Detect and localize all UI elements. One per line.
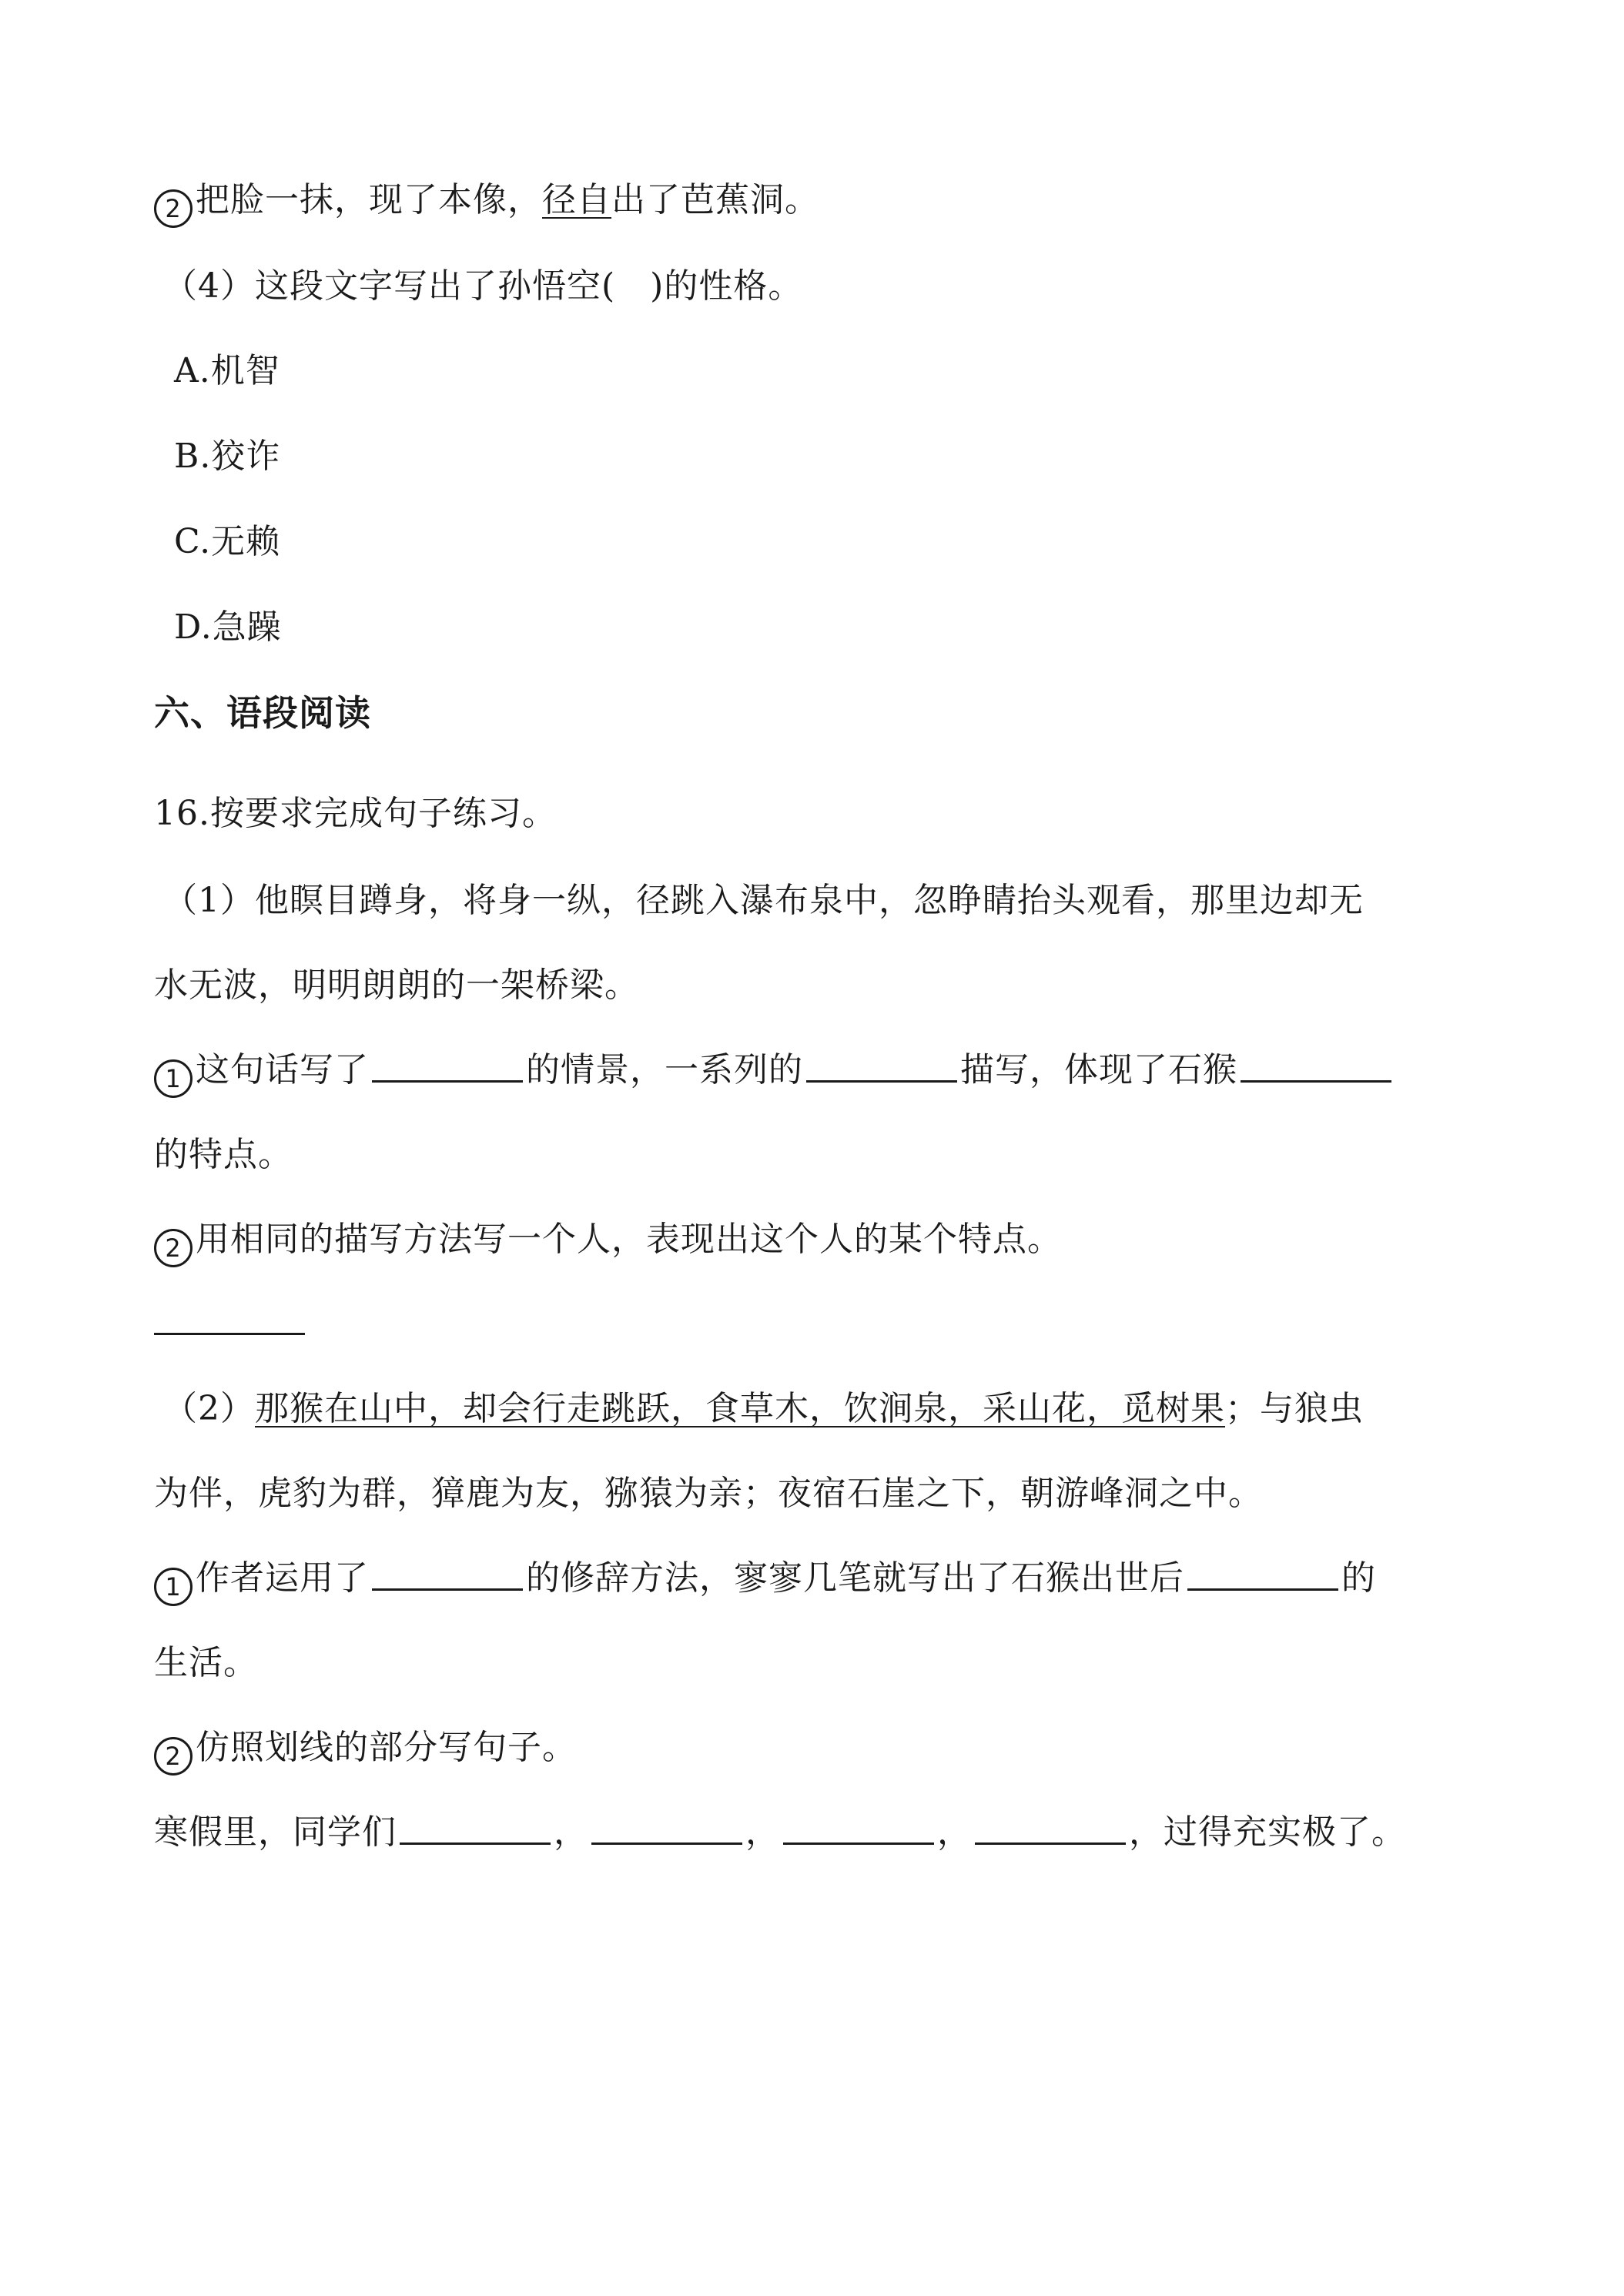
q16-p2-rest: ；与狼虫	[1225, 1389, 1364, 1428]
q16-p1-line2: 水无波，明明朗朗的一架桥梁。	[154, 966, 639, 1005]
answer-blank[interactable]	[975, 1812, 1126, 1845]
answer-blank[interactable]	[1187, 1558, 1338, 1591]
q16-p2-sub1-a: 作者运用了	[196, 1558, 369, 1598]
answer-blank[interactable]	[372, 1049, 523, 1083]
option-b[interactable]: B.狡诈	[174, 437, 281, 476]
answer-blank[interactable]	[372, 1558, 523, 1591]
q16-p2-sub1-b: 的修辞方法，寥寥几笔就写出了石猴出世后	[526, 1558, 1184, 1598]
q16-p2-sub1-end: 生活。	[154, 1643, 258, 1682]
circled-number: 2	[154, 1229, 193, 1267]
q16-p1-sub1-b: 的情景，一系列的	[526, 1050, 803, 1089]
q16-p2-line1	[163, 1386, 1364, 1432]
answer-blank[interactable]	[783, 1812, 934, 1845]
answer-blank[interactable]	[400, 1812, 551, 1845]
separator: ，	[554, 1812, 588, 1852]
q15-item-2-underlined: 径自	[542, 180, 611, 219]
q16-p1-sub2	[154, 1217, 1062, 1267]
circled-number: 2	[154, 189, 193, 228]
circled-number: 1	[154, 1059, 193, 1098]
q16-p2-prefix: （2）	[163, 1389, 255, 1428]
separator: ，	[745, 1812, 780, 1852]
section-heading: 六、语段阅读	[154, 692, 371, 734]
q16-p2-sub2	[154, 1725, 577, 1776]
q16-p1-sub1	[154, 1047, 1395, 1098]
q16-p1-sub1-a: 这句话写了	[196, 1050, 369, 1089]
q15-item-2	[154, 177, 819, 228]
q15-item-2-before: 把脸一抹，现了本像，	[196, 180, 542, 219]
separator: ，	[937, 1812, 972, 1852]
option-c[interactable]: C.无赖	[174, 522, 281, 561]
q16-p2-imitate-end: ，过得充实极了。	[1129, 1812, 1406, 1852]
q16-p2-sub1	[154, 1555, 1376, 1606]
q16-p2-imitate	[154, 1809, 1406, 1856]
circled-number: 2	[154, 1737, 193, 1776]
answer-blank[interactable]	[591, 1812, 742, 1845]
q15-part-4: （4）这段文字写出了孙悟空( )的性格。	[163, 266, 803, 306]
q16-p2-sub1-c: 的	[1341, 1558, 1376, 1598]
q15-item-2-after: 出了芭蕉洞。	[611, 180, 819, 219]
q16-title: 16.按要求完成句子练习。	[154, 794, 557, 833]
q16-p1-sub2-text: 用相同的描写方法写一个人，表现出这个人的某个特点。	[196, 1220, 1062, 1259]
option-a[interactable]: A.机智	[174, 351, 280, 390]
answer-blank[interactable]	[154, 1302, 305, 1335]
q16-p1-answer-line[interactable]	[154, 1301, 305, 1347]
circled-number: 1	[154, 1568, 193, 1606]
option-d[interactable]: D.急躁	[174, 607, 282, 647]
q16-p1-sub1-c: 描写，体现了石猴	[960, 1050, 1237, 1089]
q16-p2-line2: 为伴，虎豹为群，獐鹿为友，猕猿为亲；夜宿石崖之下，朝游峰洞之中。	[154, 1474, 1263, 1513]
q16-p2-sub2-text: 仿照划线的部分写句子。	[196, 1728, 577, 1767]
q16-p2-imitate-start: 寒假里，同学们	[154, 1812, 397, 1852]
q16-p1-sub1-end: 的特点。	[154, 1135, 293, 1174]
q16-p1-line1: （1）他瞑目蹲身，将身一纵，径跳入瀑布泉中，忽睁睛抬头观看，那里边却无	[163, 881, 1364, 920]
answer-blank[interactable]	[806, 1049, 957, 1083]
q16-p2-underlined: 那猴在山中，却会行走跳跃，食草木，饮涧泉，采山花，觅树果	[255, 1389, 1225, 1428]
answer-blank[interactable]	[1241, 1049, 1391, 1083]
